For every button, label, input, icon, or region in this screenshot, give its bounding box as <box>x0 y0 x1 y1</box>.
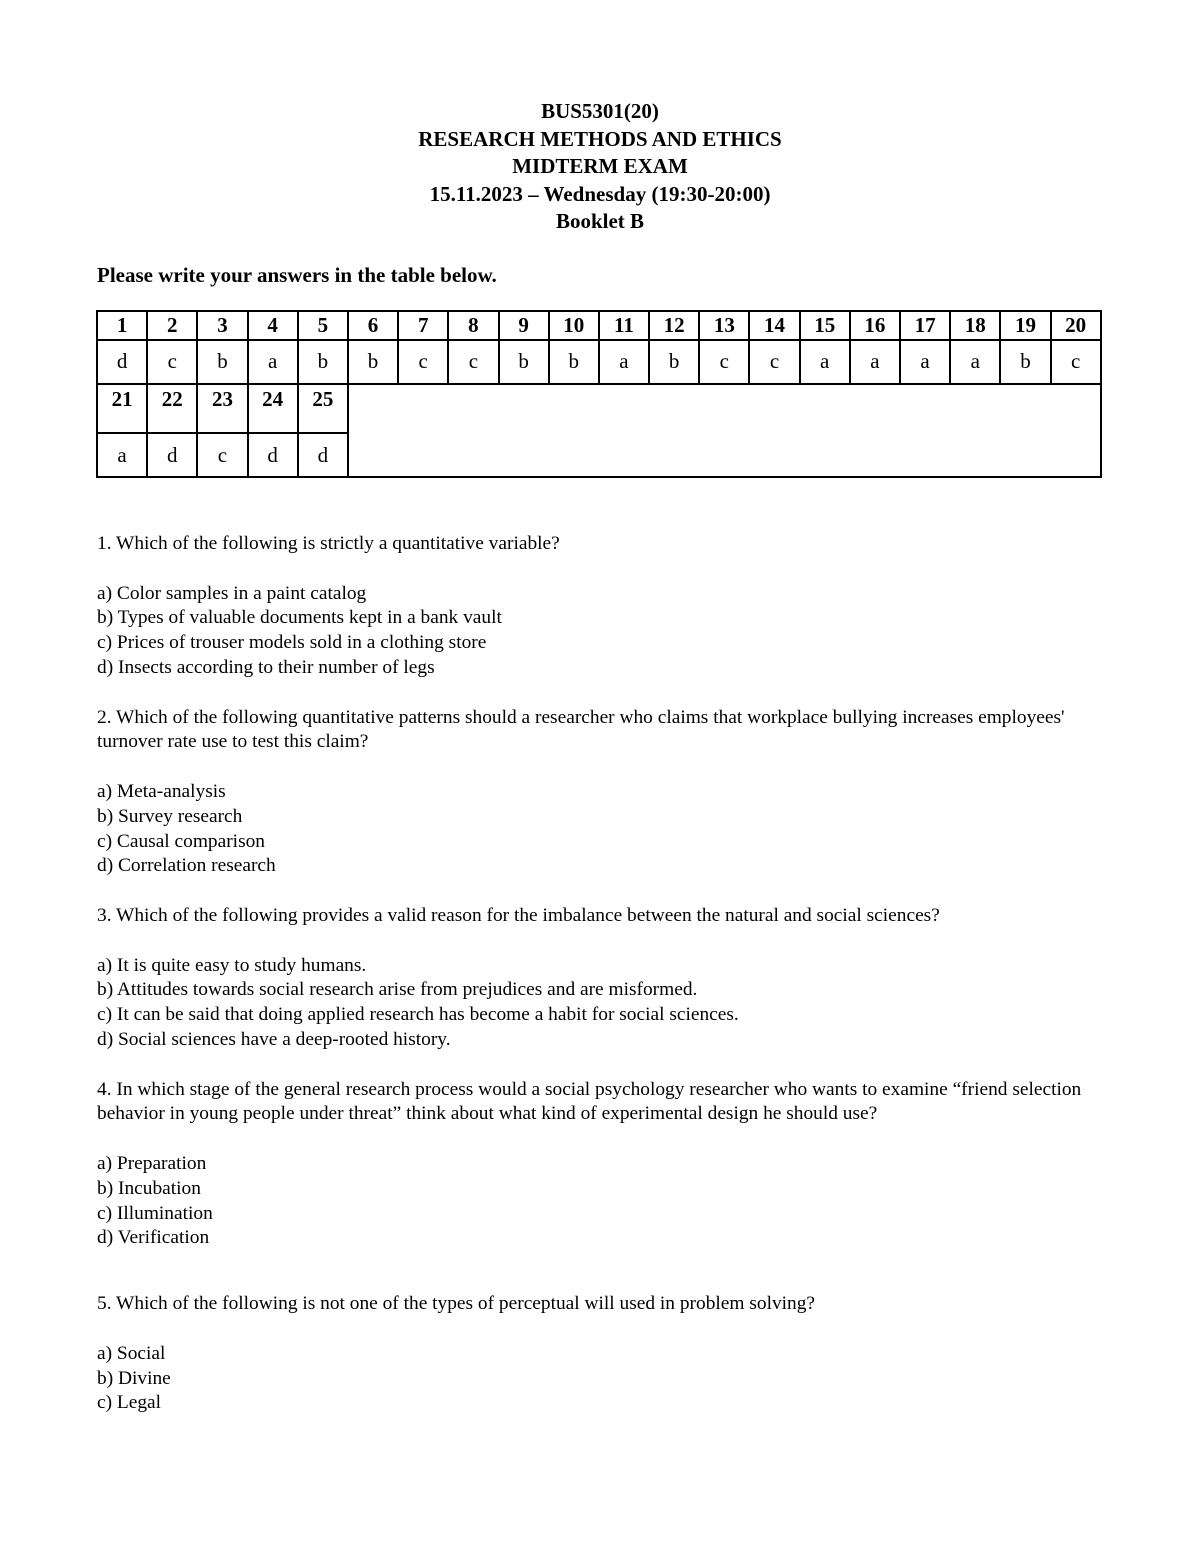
question-number-cell: 17 <box>900 311 950 340</box>
option-d: d) Social sciences have a deep-rooted history. <box>97 1028 451 1050</box>
answer-cell: a <box>248 340 298 384</box>
answer-cell: b <box>499 340 549 384</box>
question-number-cell: 1 <box>97 311 147 340</box>
question-stem: 2. Which of the following quantitative patterns should a researcher who claims that workplace bullying increases employees' turnover rate use to test this claim? <box>97 706 1065 753</box>
course-code: BUS5301(20) <box>541 99 659 123</box>
answer-cell: a <box>97 433 147 477</box>
answer-cell: b <box>197 340 247 384</box>
question-5 <box>97 1292 1107 1416</box>
answer-cell: a <box>850 340 900 384</box>
answer-cell: a <box>800 340 850 384</box>
answer-cell: a <box>950 340 1000 384</box>
answer-cell: c <box>448 340 498 384</box>
question-2 <box>97 706 1107 880</box>
question-stem: 4. In which stage of the general research process would a social psychology researcher who wants to examine “friend selection behavior in young people under threat” think about what kind of experimental design he should use? <box>97 1078 1082 1125</box>
question-stem: 5. Which of the following is not one of the types of perceptual will used in problem solving? <box>97 1293 816 1315</box>
answer-cell: a <box>599 340 649 384</box>
question-1 <box>97 532 1107 681</box>
answer-cell: c <box>147 340 197 384</box>
question-stem: 1. Which of the following is strictly a quantitative variable? <box>97 533 560 554</box>
answer-table-row-numbers-1 <box>97 311 1101 340</box>
option-a: a) Color samples in a paint catalog <box>97 582 367 604</box>
question-number-cell: 2 <box>147 311 197 340</box>
question-number-cell: 12 <box>649 311 699 340</box>
question-list <box>97 532 1107 1441</box>
question-number-cell: 4 <box>248 311 298 340</box>
empty-table-area <box>348 384 1101 477</box>
option-a: a) It is quite easy to study humans. <box>97 954 367 976</box>
question-4 <box>97 1078 1107 1252</box>
option-a: a) Social <box>97 1342 166 1364</box>
question-number-cell: 13 <box>699 311 749 340</box>
option-c: c) Legal <box>97 1392 162 1414</box>
exam-datetime: 15.11.2023 – Wednesday (19:30-20:00) <box>429 181 771 206</box>
option-a: a) Meta-analysis <box>97 780 226 802</box>
exam-type: MIDTERM EXAM <box>512 154 688 178</box>
answer-cell: c <box>699 340 749 384</box>
option-a: a) Preparation <box>97 1152 207 1174</box>
option-d: d) Verification <box>97 1227 210 1249</box>
question-number-cell: 20 <box>1051 311 1101 340</box>
question-number-cell: 15 <box>800 311 850 340</box>
question-number-cell: 9 <box>499 311 549 340</box>
option-c: c) Causal comparison <box>97 830 266 852</box>
option-b: b) Attitudes towards social research arise from prejudices and are misformed. <box>97 979 698 1001</box>
question-stem: 3. Which of the following provides a valid reason for the imbalance between the natural and social sciences? <box>97 904 940 926</box>
question-3 <box>97 904 1107 1053</box>
answer-cell: b <box>549 340 599 384</box>
answer-instruction: Please write your answers in the table below. <box>97 263 497 287</box>
question-number-cell: 5 <box>298 311 348 340</box>
question-number-cell: 10 <box>549 311 599 340</box>
question-number-cell: 8 <box>448 311 498 340</box>
answer-cell: b <box>649 340 699 384</box>
option-c: c) It can be said that doing applied research has become a habit for social sciences. <box>97 1004 739 1026</box>
answer-table-row-answers-1 <box>97 340 1101 384</box>
booklet-label: Booklet B <box>555 209 645 233</box>
question-number-cell: 3 <box>197 311 247 340</box>
question-number-cell: 19 <box>1000 311 1050 340</box>
option-b: b) Survey research <box>97 805 243 827</box>
course-title: RESEARCH METHODS AND ETHICS <box>418 126 782 151</box>
question-number-cell: 18 <box>950 311 1000 340</box>
answer-table <box>96 310 1102 478</box>
question-number-cell: 24 <box>248 384 298 434</box>
answer-cell: b <box>348 340 398 384</box>
question-number-cell: 16 <box>850 311 900 340</box>
question-number-cell: 14 <box>749 311 799 340</box>
option-c: c) Illumination <box>97 1202 213 1224</box>
answer-cell: d <box>147 433 197 477</box>
question-number-cell: 21 <box>97 384 147 434</box>
question-number-cell: 7 <box>398 311 448 340</box>
answer-cell: c <box>398 340 448 384</box>
answer-cell: a <box>900 340 950 384</box>
question-number-cell: 6 <box>348 311 398 340</box>
exam-header <box>0 98 1200 236</box>
question-number-cell: 23 <box>197 384 247 434</box>
answer-cell: d <box>248 433 298 477</box>
answer-table-row-numbers-2 <box>97 384 1101 434</box>
answer-cell: b <box>1000 340 1050 384</box>
option-d: d) Correlation research <box>97 855 276 877</box>
answer-cell: c <box>749 340 799 384</box>
option-b: b) Divine <box>97 1367 171 1389</box>
question-number-cell: 25 <box>298 384 348 434</box>
answer-cell: b <box>298 340 348 384</box>
option-d: d) Insects according to their number of legs <box>97 656 435 678</box>
answer-cell: d <box>298 433 348 477</box>
option-b: b) Incubation <box>97 1177 201 1199</box>
answer-cell: c <box>197 433 247 477</box>
question-number-cell: 11 <box>599 311 649 340</box>
question-number-cell: 22 <box>147 384 197 434</box>
option-b: b) Types of valuable documents kept in a bank vault <box>97 607 502 629</box>
option-c: c) Prices of trouser models sold in a clothing store <box>97 632 487 654</box>
answer-cell: d <box>97 340 147 384</box>
answer-cell: c <box>1051 340 1101 384</box>
